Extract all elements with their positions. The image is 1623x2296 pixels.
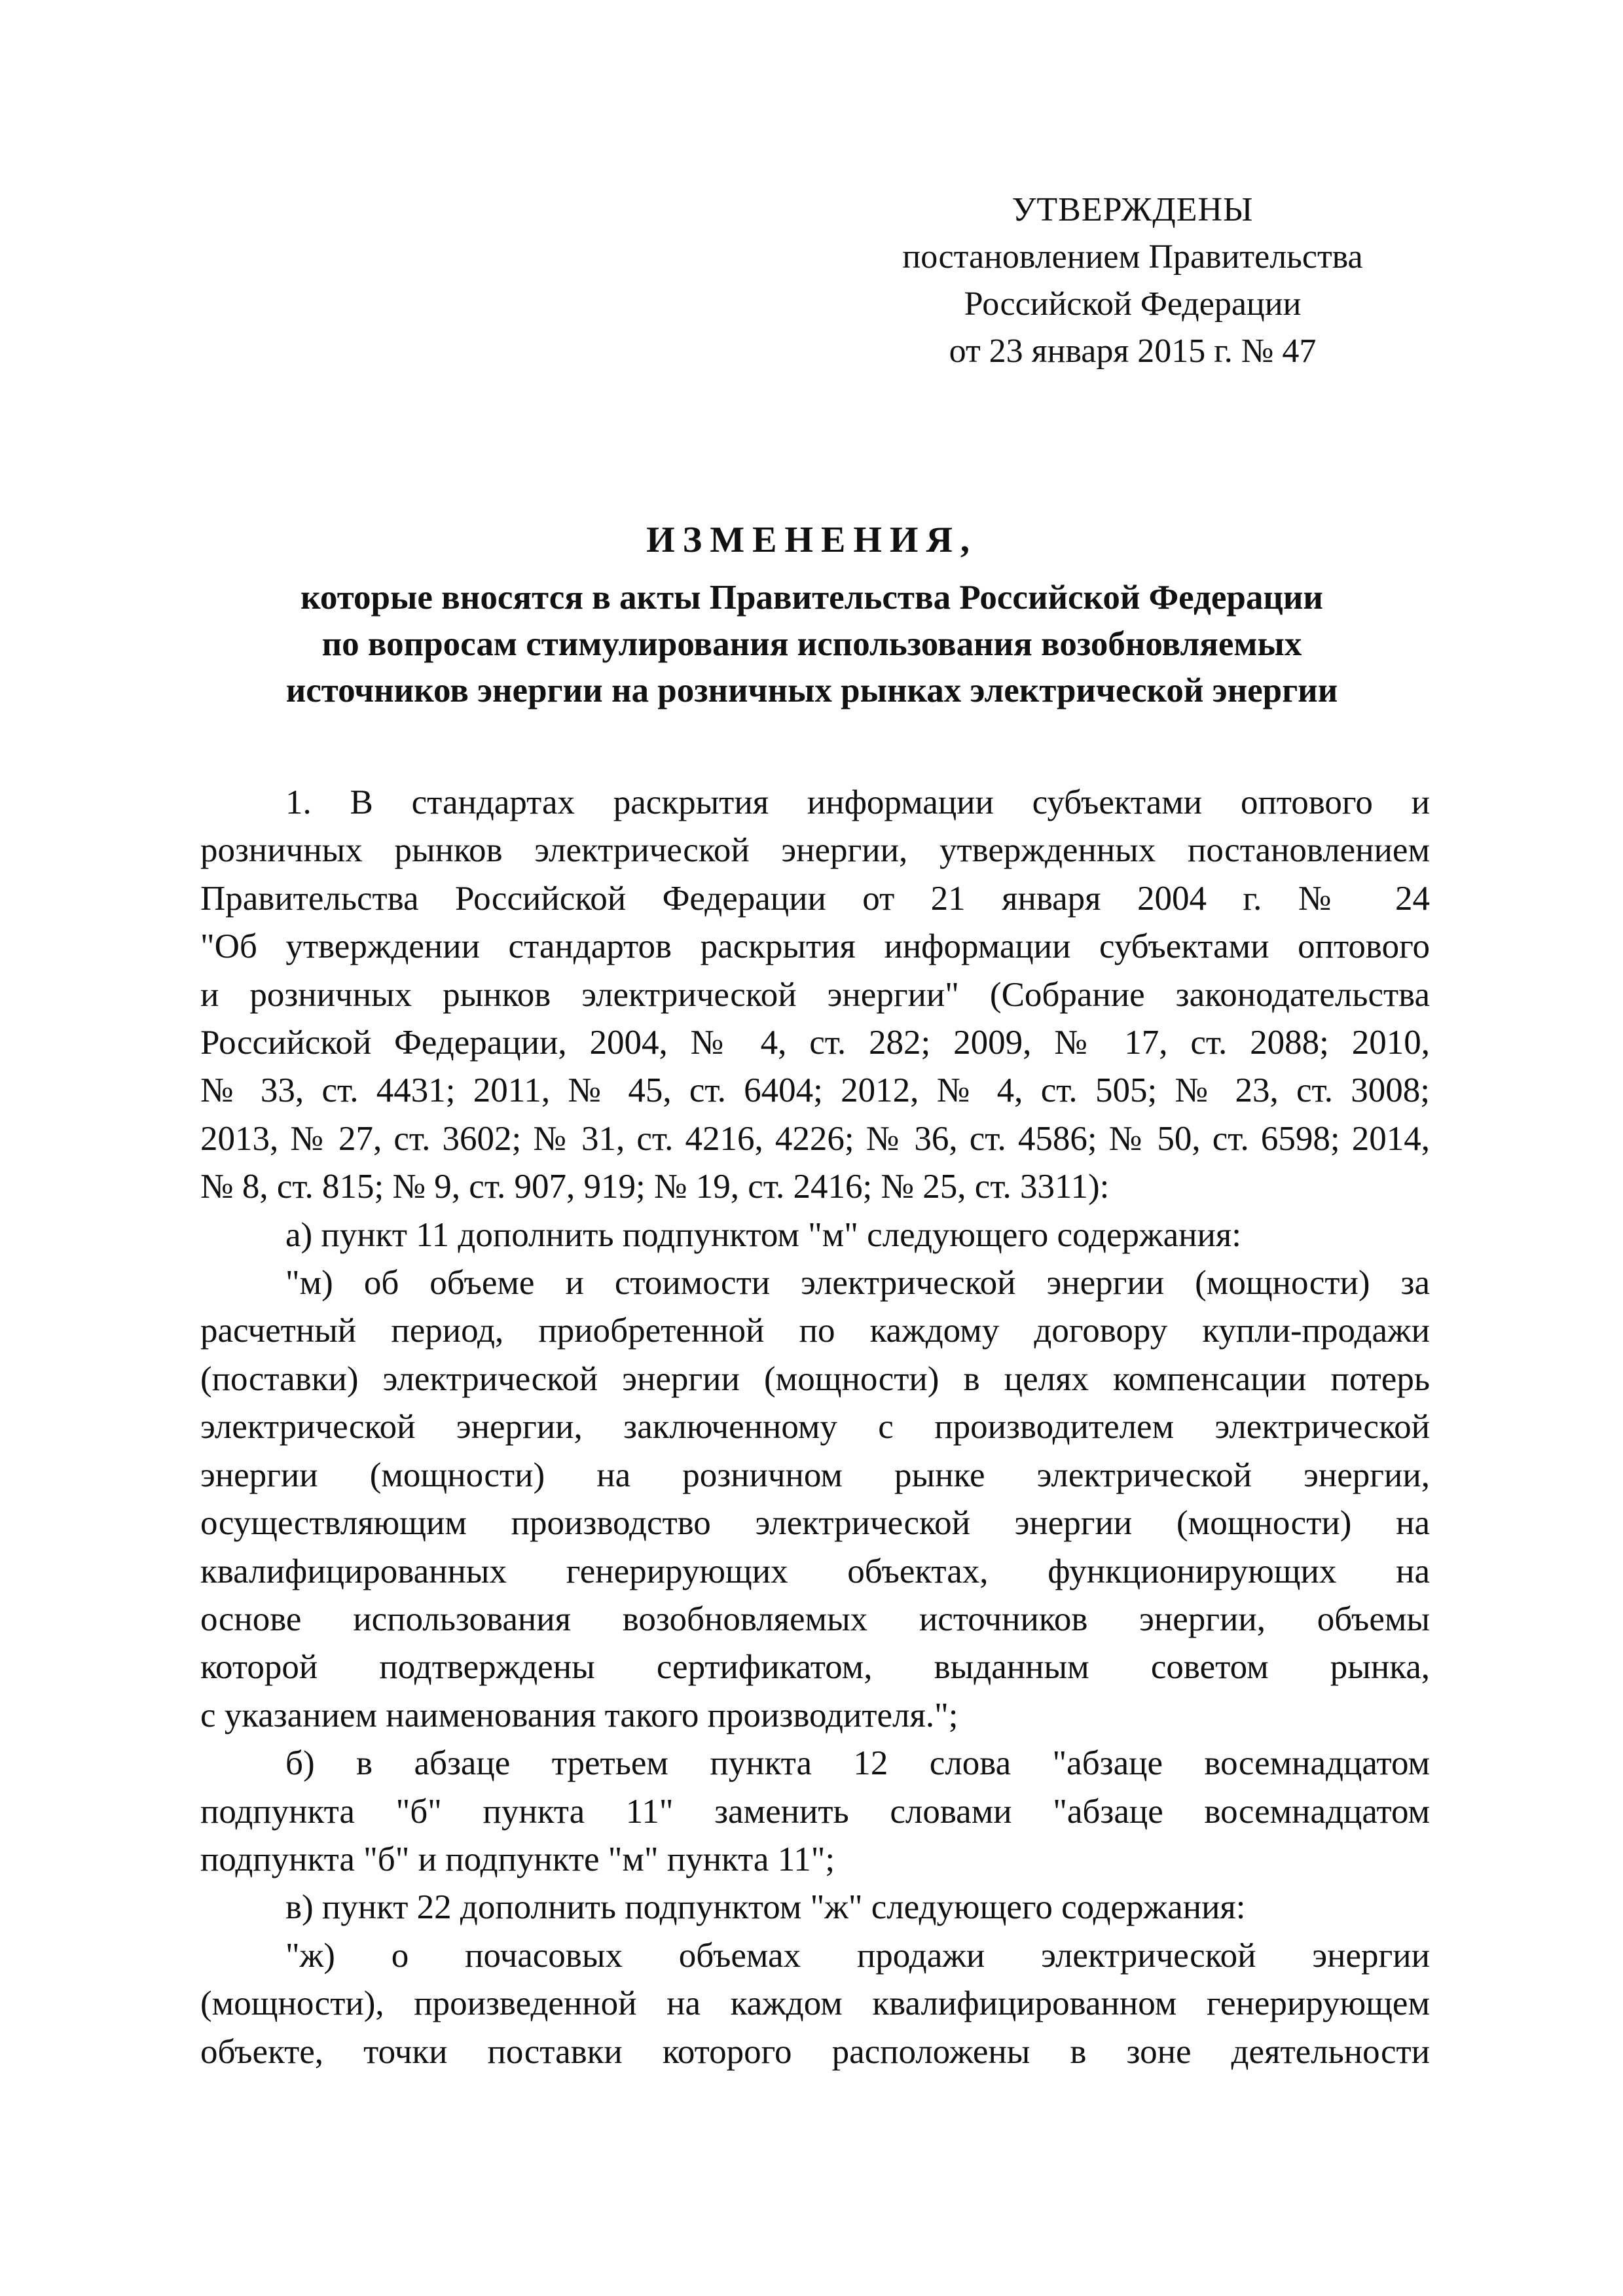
approval-heading: УТВЕРЖДЕНЫ [1012, 191, 1254, 228]
text-line: 2013, № 27, ст. 3602; № 31, ст. 4216, 4226; № 36, ст. 4586; № 50, ст. 6598; 2014, [200, 1119, 1430, 1158]
text-line: с указанием наименования такого производителя."; [200, 1696, 958, 1734]
subtitle-line: источников энергии на розничных рынках электрической энергии [285, 672, 1338, 709]
approval-line-3: от 23 января 2015 г. № 47 [949, 332, 1317, 370]
text-line: (поставки) электрической энергии (мощности) в целях компенсации потерь [200, 1359, 1430, 1398]
document-title: ИЗМЕНЕНИЯ, [646, 520, 977, 560]
text-line: подпункта "б" и подпункте "м" пункта 11"; [200, 1840, 835, 1878]
text-line: розничных рынков электрической энергии, утвержденных постановлением [200, 831, 1430, 870]
text-line: Российской Федерации, 2004, № 4, ст. 282; 2009, № 17, ст. 2088; 2010, [200, 1024, 1430, 1062]
text-line: которой подтверждены сертификатом, выданным советом рынка, [200, 1648, 1430, 1687]
text-line: основе использования возобновляемых источников энергии, объемы [200, 1600, 1430, 1638]
text-line: подпункта "б" пункта 11" заменить словами "абзаце восемнадцатом [200, 1792, 1430, 1831]
subtitle-line: по вопросам стимулирования использования возобновляемых [321, 625, 1302, 663]
text-line: 1. В стандартах раскрытия информации субъектами оптового и [285, 783, 1430, 821]
text-line: б) в абзаце третьем пункта 12 слова "абзаце восемнадцатом [285, 1744, 1430, 1783]
text-line: "ж) о почасовых объемах продажи электрической энергии [285, 1936, 1430, 1975]
text-line: № 8, ст. 815; № 9, ст. 907, 919; № 19, ст. 2416; № 25, ст. 3311): [200, 1168, 1110, 1206]
text-line: № 33, ст. 4431; 2011, № 45, ст. 6404; 2012, № 4, ст. 505; № 23, ст. 3008; [200, 1071, 1430, 1110]
approval-stamp-block [851, 187, 1414, 375]
paragraph-a [200, 1211, 1430, 1259]
text-line: Правительства Российской Федерации от 21 января 2004 г. № 24 [200, 879, 1430, 918]
text-line: "Об утверждении стандартов раскрытия информации субъектами оптового [200, 927, 1430, 966]
paragraph-zh [200, 1932, 1430, 2076]
text-line: осуществляющим производство электрической энергии (мощности) на [200, 1504, 1430, 1543]
text-line: электрической энергии, заключенному с производителем электрической [200, 1408, 1430, 1446]
text-line: в) пункт 22 дополнить подпунктом "ж" следующего содержания: [285, 1888, 1246, 1927]
paragraph-m [200, 1259, 1430, 1740]
paragraph-v [200, 1884, 1430, 1931]
subtitle-line: которые вносятся в акты Правительства Российской Федерации [301, 579, 1323, 617]
document-subtitle [196, 575, 1427, 714]
text-line: и розничных рынков электрической энергии" (Собрание законодательства [200, 975, 1430, 1014]
approval-line-2: Российской Федерации [964, 285, 1302, 323]
document-body [200, 779, 1430, 2076]
text-line: а) пункт 11 дополнить подпунктом "м" следующего содержания: [285, 1215, 1241, 1254]
text-line: квалифицированных генерирующих объектах, функционирующих на [200, 1552, 1430, 1590]
text-line: "м) об объеме и стоимости электрической энергии (мощности) за [285, 1264, 1430, 1302]
approval-line-1: постановлением Правительства [902, 238, 1363, 276]
text-line: расчетный период, приобретенной по каждому договору купли-продажи [200, 1312, 1430, 1350]
paragraph-b [200, 1740, 1430, 1884]
text-line: энергии (мощности) на розничном рынке электрической энергии, [200, 1456, 1430, 1494]
text-line: объекте, точки поставки которого расположены в зоне деятельности [200, 2032, 1430, 2071]
paragraph-1 [200, 779, 1430, 1211]
text-line: (мощности), произведенной на каждом квалифицированном генерирующем [200, 1984, 1430, 2023]
